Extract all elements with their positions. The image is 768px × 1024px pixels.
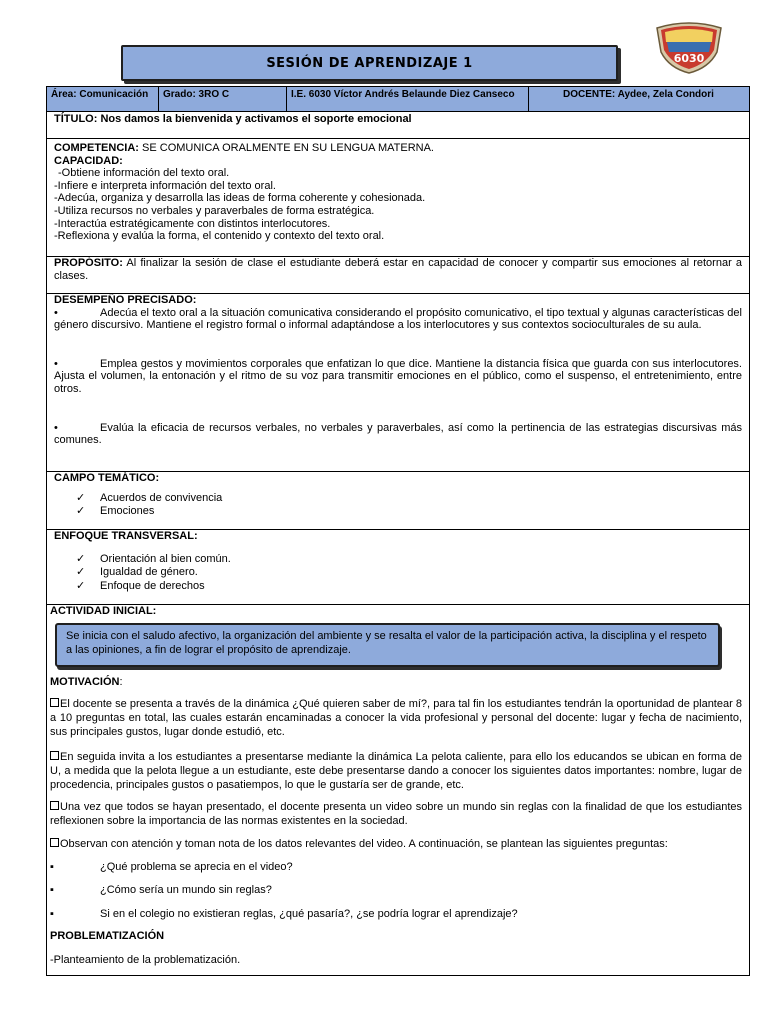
check-icon: ✓ xyxy=(76,491,86,504)
desempeno-block xyxy=(54,294,742,447)
school-cell: I.E. 6030 Víctor Andrés Belaunde Diez Canseco xyxy=(287,87,529,111)
proposito-label: PROPÓSITO: xyxy=(54,257,123,269)
campo-block xyxy=(54,472,742,519)
enfoque-item: ✓ Igualdad de género. xyxy=(76,566,198,579)
proposito-block xyxy=(54,257,742,282)
motivacion-paragraph: Observan con atención y toman nota de los datos relevantes del video. A continuación, se plantean las siguientes preguntas: xyxy=(50,837,742,851)
teacher-cell: DOCENTE: Aydee, Zela Condori xyxy=(563,89,714,100)
capacidad-item: -Obtiene información del texto oral. xyxy=(58,167,230,180)
competencia-row xyxy=(47,139,749,257)
desempeno-item: • Emplea gestos y movimientos corporales que enfatizan lo que dice. Mantiene la distancia física que guarda con sus interlocutores. Ajusta el volumen, la entonación y el ritmo de su voz para transmitir emociones en el público, como el suspenso, el entretenimiento, entre otros. xyxy=(54,357,742,395)
motivacion-heading xyxy=(50,676,123,688)
info-row xyxy=(47,87,749,112)
checkbox-bullet-icon xyxy=(50,801,59,810)
desempeno-item: • Adecúa el texto oral a la situación comunicativa considerando el propósito comunicativo, el tipo textual y algunas características del género discursivo. Mantiene el registro formal o informal adaptándose a los interlocutores y sus contextos socioculturales de su aula. xyxy=(54,306,742,332)
motivacion-paragraph: Una vez que todos se hayan presentado, el docente presenta un video sobre un mundo sin reglas con la finalidad de que los estudiantes reflexionen sobre la importancia de las normas existentes en la sociedad. xyxy=(50,801,742,827)
enfoque-row xyxy=(47,530,749,605)
title-text xyxy=(54,113,742,126)
enfoque-block xyxy=(54,530,742,593)
title-row xyxy=(47,112,749,139)
question-item: ▪ ¿Qué problema se aprecia en el video? xyxy=(50,861,293,873)
campo-item: ✓ Acuerdos de convivencia xyxy=(76,491,223,504)
check-icon: ✓ xyxy=(76,566,86,579)
title-label: TÍTULO: xyxy=(54,113,98,125)
motivacion-label: MOTIVACIÓN xyxy=(50,676,120,688)
motivacion-colon: : xyxy=(119,676,123,688)
campo-row xyxy=(47,472,749,530)
campo-item: ✓ Emociones xyxy=(76,505,155,518)
check-icon: ✓ xyxy=(76,552,86,565)
desempeno-item: • Evalúa la eficacia de recursos verbales, no verbales y paraverbales, así como la pertinencia de las estrategias discursivas más comunes. xyxy=(54,421,742,447)
enfoque-item: ✓ Orientación al bien común. xyxy=(76,552,231,565)
school-logo xyxy=(651,18,727,74)
desempeno-label: DESEMPEÑO PRECISADO: xyxy=(54,294,197,306)
problematizacion-text: -Planteamiento de la problematización. xyxy=(50,954,241,966)
enfoque-label: ENFOQUE TRANSVERSAL: xyxy=(54,530,198,542)
check-icon: ✓ xyxy=(76,579,86,592)
checkbox-bullet-icon xyxy=(50,838,59,847)
campo-label: CAMPO TEMÁTICO: xyxy=(54,472,160,484)
lesson-sheet xyxy=(46,86,750,976)
capacidad-item: -Infiere e interpreta información del texto oral. xyxy=(54,179,276,192)
capacidad-item: -Interactúa estratégicamente con distintos interlocutores. xyxy=(54,217,331,230)
actividad-label: ACTIVIDAD INICIAL: xyxy=(50,605,157,617)
capacidad-item: -Adecúa, organiza y desarrolla las ideas de forma coherente y cohesionada. xyxy=(54,192,426,205)
motivacion-paragraph: En seguida invita a los estudiantes a presentarse mediante la dinámica La pelota caliente, para ello los educandos se ubican en forma de U, a medida que la pelota llegue a un estudiante, este debe presentarse dando a conocer los siguientes datos importantes: nombre, lugar de procedencia, principales gustos o pasatiempos, lo que le gustaría ser de grande, etc. xyxy=(50,751,742,791)
capacidad-item: -Reflexiona y evalúa la forma, el contenido y contexto del texto oral. xyxy=(54,230,385,243)
grade-cell: Grado: 3RO C xyxy=(159,87,287,111)
desempeno-row xyxy=(47,294,749,472)
proposito-row xyxy=(47,257,749,294)
proposito-value: Al finalizar la sesión de clase el estudiante deberá estar en capacidad de conocer y compartir sus emociones al retornar a clases. xyxy=(54,257,742,282)
motivacion-paragraph: El docente se presenta a través de la dinámica ¿Qué quieren saber de mí?, para tal fin los estudiantes tendrán la oportunidad de plantear 8 a 10 preguntas en total, las cuales estarán encaminadas a conocer la vida profesional y personal del docente: lugar y fecha de nacimiento, sus principales gustos, lugar donde estudió, etc. xyxy=(50,698,742,738)
checkbox-bullet-icon xyxy=(50,751,59,760)
actividad-section xyxy=(47,605,749,975)
enfoque-item: ✓ Enfoque de derechos xyxy=(76,579,205,592)
capacidad-item: -Utiliza recursos no verbales y paraverbales de forma estratégica. xyxy=(54,204,375,217)
check-icon: ✓ xyxy=(76,505,86,518)
area-cell: Área: Comunicación xyxy=(47,87,159,111)
actividad-scroll-box xyxy=(55,623,720,667)
checkbox-bullet-icon xyxy=(50,698,59,707)
title-value: Nos damos la bienvenida y activamos el soporte emocional xyxy=(100,113,412,125)
session-title-banner xyxy=(121,45,618,81)
competencia-block xyxy=(54,142,742,243)
problematizacion-label: PROBLEMATIZACIÓN xyxy=(50,930,165,942)
capacidad-label: CAPACIDAD: xyxy=(54,154,123,167)
logo-number: 6030 xyxy=(673,52,705,65)
question-item: ▪ Si en el colegio no existieran reglas, ¿qué pasaría?, ¿se podría lograr el aprendizaje? xyxy=(50,908,518,920)
session-title: SESIÓN DE APRENDIZAJE 1 xyxy=(266,55,473,71)
actividad-box-text: Se inicia con el saludo afectivo, la organización del ambiente y se resalta el valor de la participación activa, la disciplina y el respeto a las opiniones, a fin de lograr el propósito de aprendizaje. xyxy=(66,630,707,656)
competencia-value: SE COMUNICA ORALMENTE EN SU LENGUA MATERNA. xyxy=(142,142,434,154)
question-item: ▪ ¿Cómo sería un mundo sin reglas? xyxy=(50,884,272,896)
competencia-label: COMPETENCIA: xyxy=(54,142,139,154)
